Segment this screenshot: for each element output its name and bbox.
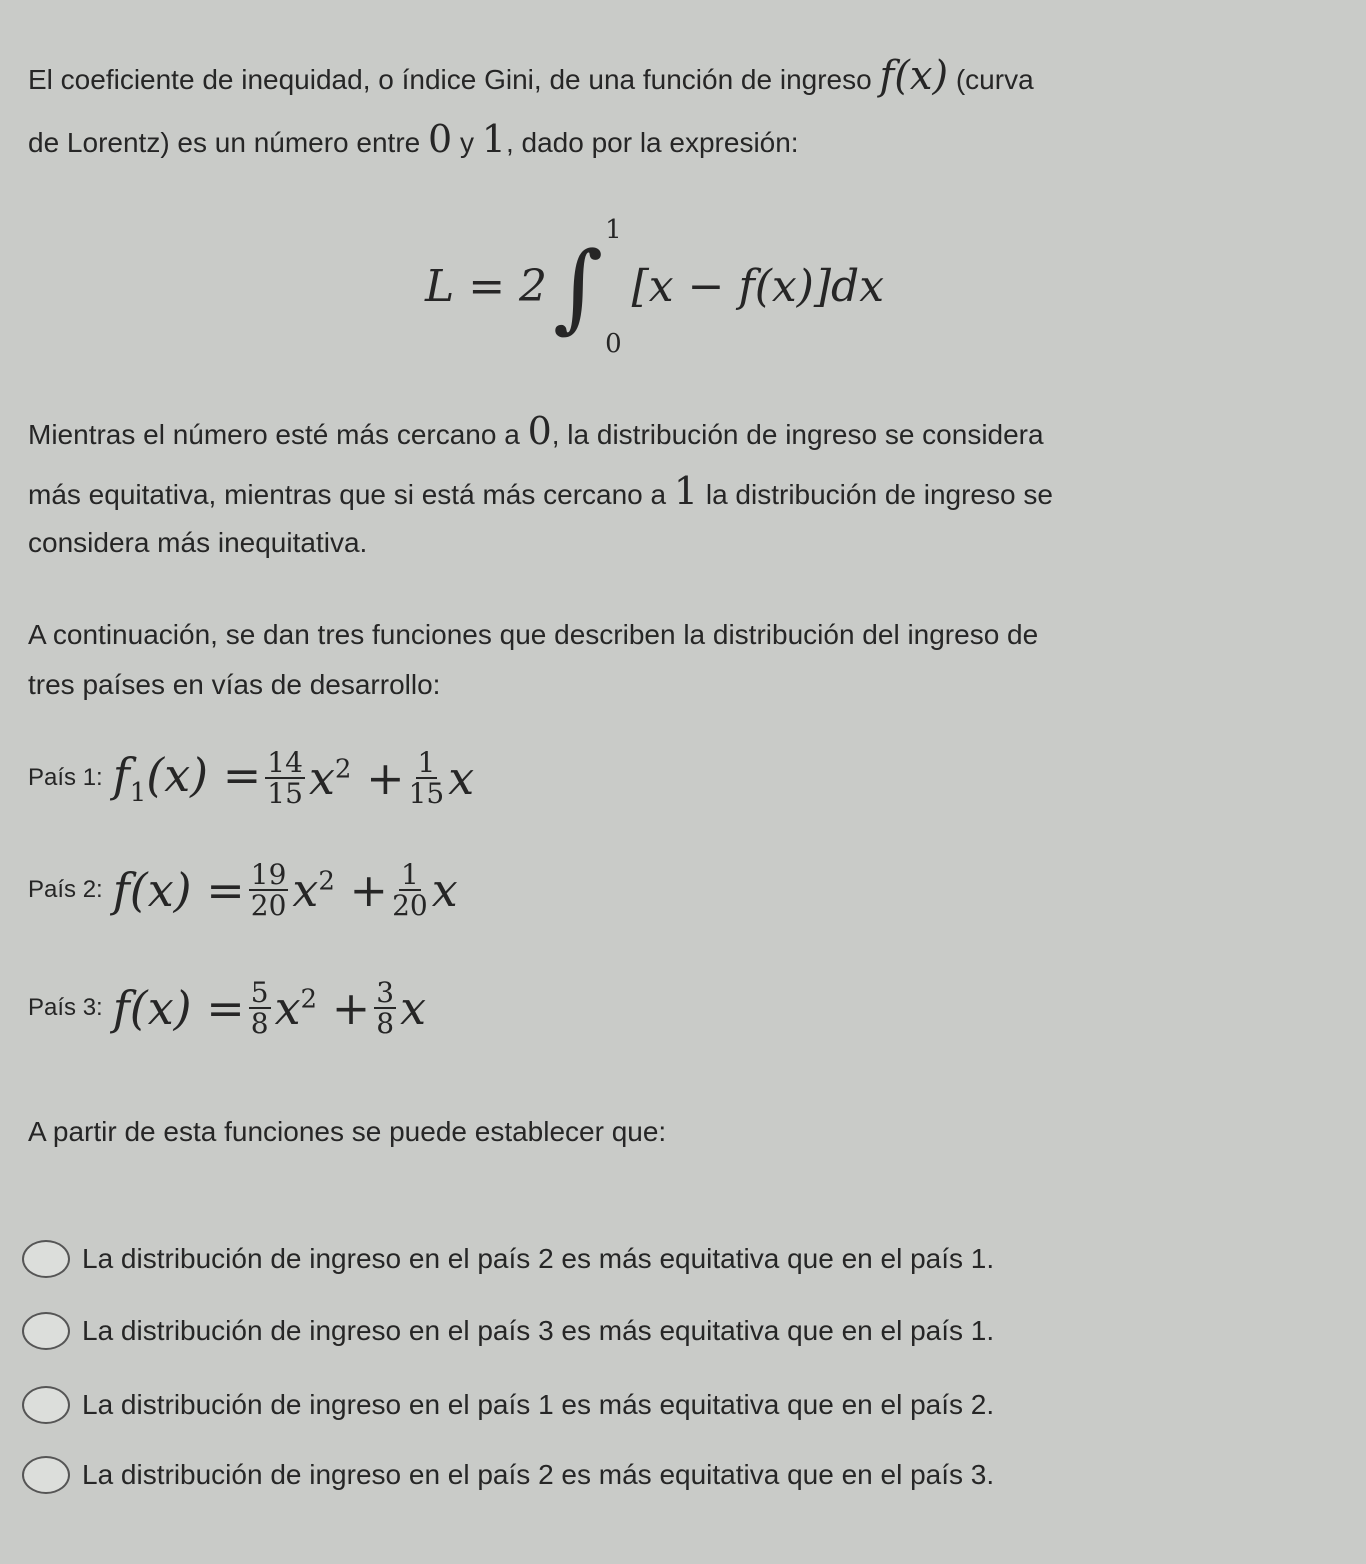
exponent: 2 (334, 755, 352, 786)
radio-button[interactable] (22, 1312, 70, 1350)
fraction-a (265, 748, 305, 809)
math-one: 1 (481, 117, 506, 161)
intro-text: El coeficiente de inequidad, o índice Gini, de una función de ingreso (28, 64, 872, 95)
denominator: 15 (408, 777, 445, 811)
denominator: 8 (250, 1007, 269, 1041)
option-label[interactable]: La distribución de ingreso en el país 2 es más equitativa que en el país 1. (82, 1243, 995, 1275)
formula-integrand: [x − f(x)]dx (631, 261, 885, 312)
math-zero: 0 (428, 117, 453, 161)
intro-line-2 (28, 117, 799, 161)
plus: + (349, 863, 389, 918)
country-2-function (28, 860, 458, 921)
para-text: , la distribución de ingreso se considera (551, 419, 1044, 450)
denominator: 15 (267, 777, 303, 811)
plus: + (366, 751, 405, 806)
fn-arg: (x) = (146, 748, 262, 803)
para2-line-2: tres países en vías de desarrollo: (28, 669, 441, 700)
para-text: Mientras el número esté más cercano a (28, 419, 520, 450)
denominator: 8 (376, 1007, 395, 1041)
fraction-a (249, 978, 271, 1039)
answer-option-4[interactable] (22, 1456, 994, 1494)
math-fx: f(x) (879, 53, 949, 99)
intro-text: (curva (955, 64, 1034, 95)
denominator: 20 (250, 889, 287, 923)
math-zero: 0 (527, 409, 552, 453)
intro-text: de Lorentz) es un número entre (28, 127, 421, 158)
integral-sign: ∫ (553, 231, 604, 343)
country-3-function (28, 978, 426, 1039)
radio-button[interactable] (22, 1386, 70, 1424)
para1-line-2 (28, 469, 1053, 513)
para1-line-3: considera más inequitativa. (28, 527, 368, 558)
para1-line-1 (28, 409, 1044, 453)
numerator: 3 (376, 976, 395, 1009)
answer-option-2[interactable] (22, 1312, 994, 1350)
var-x: x (274, 981, 301, 1036)
fn-name: f (112, 863, 130, 918)
country-1-function (28, 748, 474, 809)
numerator: 19 (250, 858, 287, 891)
intro-text: , dado por la expresión: (505, 127, 799, 158)
exponent: 2 (300, 985, 318, 1016)
var-x: x (292, 863, 319, 918)
gini-formula (425, 212, 884, 362)
answer-option-1[interactable] (22, 1240, 994, 1278)
fn-name: f (112, 748, 130, 803)
intro-line-1 (28, 53, 1034, 99)
denominator: 20 (392, 889, 428, 923)
fraction-a (249, 860, 289, 921)
country-label: País 1: (28, 764, 103, 792)
plus: + (331, 981, 371, 1036)
option-label[interactable]: La distribución de ingreso en el país 3 es más equitativa que en el país 1. (82, 1315, 995, 1347)
var-x: x (308, 751, 335, 806)
numerator: 1 (417, 746, 436, 779)
numerator: 14 (267, 746, 303, 779)
para-text: la distribución de ingreso se (705, 479, 1053, 510)
numerator: 1 (400, 858, 419, 891)
fn-arg: (x) = (129, 863, 245, 918)
country-label: País 2: (28, 876, 103, 904)
country-label: País 3: (28, 994, 103, 1022)
fraction-b (409, 748, 445, 809)
radio-button[interactable] (22, 1456, 70, 1494)
para2-line-1: A continuación, se dan tres funciones que describen la distribución del ingreso de (28, 619, 1039, 650)
var-x: x (400, 981, 427, 1036)
para-text: más equitativa, mientras que si está más cercano a (28, 479, 667, 510)
fraction-b (374, 978, 396, 1039)
fn-subscript: 1 (129, 778, 147, 809)
integral-limits (605, 217, 622, 357)
integral-upper: 1 (605, 215, 622, 245)
intro-text: y (459, 127, 474, 158)
radio-button[interactable] (22, 1240, 70, 1278)
option-label[interactable]: La distribución de ingreso en el país 2 es más equitativa que en el país 3. (82, 1459, 995, 1491)
var-x: x (431, 863, 458, 918)
math-one: 1 (673, 469, 699, 513)
fraction-b (392, 860, 428, 921)
fn-name: f (112, 981, 130, 1036)
question-prompt: A partir de esta funciones se puede establecer que: (28, 1116, 667, 1147)
option-label[interactable]: La distribución de ingreso en el país 1 es más equitativa que en el país 2. (82, 1389, 995, 1421)
answer-option-3[interactable] (22, 1386, 994, 1424)
fn-arg: (x) = (129, 981, 245, 1036)
formula-lhs: L = 2 (425, 261, 548, 312)
numerator: 5 (250, 976, 269, 1009)
exponent: 2 (318, 867, 335, 898)
var-x: x (448, 751, 475, 806)
integral-lower: 0 (605, 329, 622, 359)
